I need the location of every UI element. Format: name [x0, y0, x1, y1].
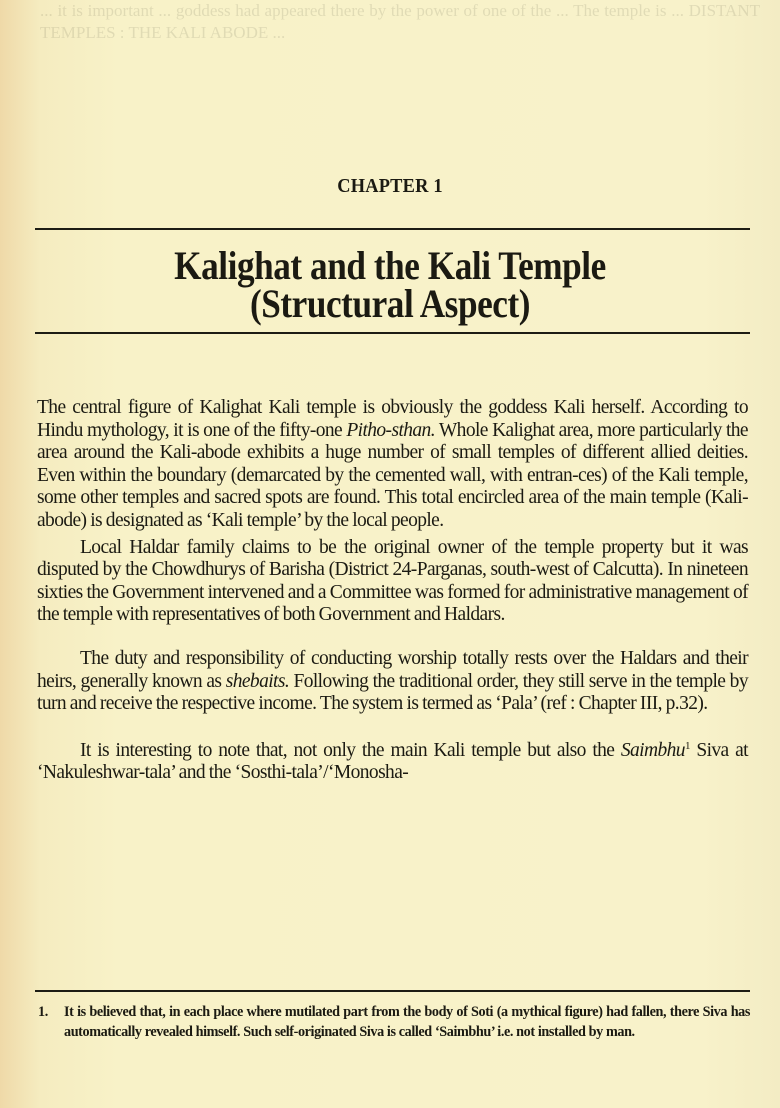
chapter-title-line1: Kalighat and the Kali Temple: [174, 243, 606, 288]
footnote-number: 1.: [38, 1004, 48, 1020]
show-through-content: ... it is important ... goddess had appeared there by the power of one of the ... The temple is ... DISTANT TEMPLES : THE KALI ABODE ...: [40, 1, 760, 42]
chapter-title: [47, 243, 733, 326]
italic-term: shebaits.: [225, 670, 290, 692]
body-text: [37, 397, 748, 785]
footnote-rule: [35, 990, 750, 992]
show-through-text: [40, 0, 760, 44]
paragraph-1: The central figure of Kalighat Kali temple is obviously the goddess Kali herself. According to Hindu mythology, it is one of the fifty-one Pitho-sthan. Whole Kalighat area, more particularly the area around the Kali-abode exhibits a huge number of small temples of different allied deities. Even within the boundary (demarcated by the cemented wall, with entran-ces) of the Kali temple, some other temples and sacred spots are found. This total encircled area of the main temple (Kali-abode) is designated as ‘Kali temple’ by the local people.: [37, 397, 748, 531]
footnote: [38, 1003, 750, 1042]
italic-term: Pitho-sthan.: [346, 419, 435, 441]
paragraph-3: The duty and responsibility of conducting worship totally rests over the Haldars and their heirs, generally known as shebaits. Following the traditional order, they still serve in the temple by turn and receive the respective income. The system is termed as ‘Pala’ (ref : Chapter III, p.32).: [37, 647, 748, 715]
footnote-text: It is believed that, in each place where mutilated part from the body of Soti (a mythical figure) had fallen, there Siva has automatically revealed himself. Such self-originated Siva is called ‘Saimbhu’ i.e. not installed by man.: [64, 1004, 750, 1040]
paragraph-4: It is interesting to note that, not only the main Kali temple but also the Saimbhu$^1$ Siva at ‘Nakuleshwar-tala’ and the ‘Sosthi-tala’/‘Monosha-: [37, 739, 748, 784]
italic-term: Saimbhu: [620, 739, 685, 761]
title-top-rule: [35, 228, 750, 230]
footnote-ref[interactable]: 1: [684, 739, 690, 752]
paragraph-2: Local Haldar family claims to be the original owner of the temple property but it was disputed by the Chowdhurys of Barisha (District 24-Parganas, south-west of Calcutta). In nineteen sixties the Government intervened and a Committee was formed for administrative management of the temple with representatives of both Government and Haldars.: [37, 536, 748, 626]
title-bottom-rule: [35, 332, 750, 334]
chapter-title-line2: (Structural Aspect): [249, 281, 531, 326]
chapter-label: CHAPTER 1: [337, 175, 443, 197]
